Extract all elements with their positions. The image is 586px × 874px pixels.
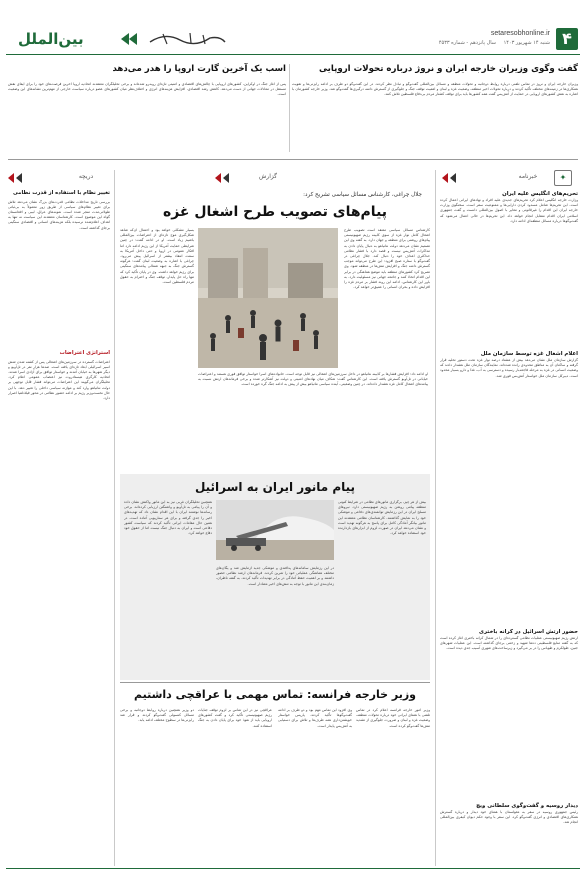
article-kicker: جلال چراغی، کارشناس مسائل سیاسی تشریح کرد:: [303, 192, 422, 198]
news-item-title: حضور ارتش اسرائیل در کرانه باختری: [479, 629, 578, 635]
article-photo: [198, 228, 338, 368]
news-item-body: وزارت خارجه انگلیس اعلام کرد تحریم‌های جدیدی علیه افراد و نهادهای ایرانی اعمال کرده است. این تحریم‌ها شامل مسدود کردن دارایی‌ها و ممنوعیت سفر است. سخنگوی وزارت خارجه ایران این اقدام را غیرقانونی و مغایر با اصول بین‌المللی دانست و گفت جمهوری اسلامی ایران اقدام متقابل انجام خواهد داد. این تحریم‌ها در حالی اعمال می‌شود که گفت‌وگوها درباره مسائل منطقه‌ای ادامه دارد.: [440, 198, 578, 223]
article-body-4: دو وزیر همچنین درباره روابط دوجانبه و برخی مسائل کنسولی گفت‌وگو کردند و قرار شد رایزنی‌ها در سطوح مختلف ادامه یابد.: [120, 708, 194, 723]
missile-article: [120, 474, 430, 680]
page-header: [0, 0, 586, 56]
top-right-article: [292, 62, 578, 154]
news-item-body: ارتش رژیم صهیونیستی عملیات نظامی گسترده‌ای را در شمال کرانه باختری آغاز کرده است که به گفته منابع فلسطینی ده‌ها شهید و زخمی برجای گذاشته است. این عملیات شهرهای جنین، طولکرم و طوباس را در بر می‌گیرد و زیرساخت‌های شهری آسیب جدی دیده است.: [440, 636, 578, 651]
news-item-body: بررسی تاریخ مداخلات نظامی قدرت‌های بزرگ نشان می‌دهد تلاش برای تغییر نظام‌های سیاسی از طریق زور معمولاً به بی‌ثباتی طولانی‌مدت منجر شده است. نمونه‌های عراق، لیبی و افغانستان گواه این موضوع است. کارشناسان معتقدند این سیاست نه تنها به اهداف اعلام‌شده نرسیده بلکه هزینه‌های انسانی و اقتصادی سنگینی برجای گذاشته است.: [8, 199, 110, 230]
article-body-bottom: او ادامه داد: افزایش فشارها بر کابینه نتانیاهو در داخل سرزمین‌های اشغالی نیز قابل توجه است. خانواده‌های اسرا خواستار توافق فوری هستند و اعتراضات خیابانی در تل‌آویو گسترش یافته است. این کارشناس گفت: شکاف میان نهادهای امنیتی و دولت نیز آشکارتر شده و برخی فرماندهان ارتش نسبت به پیامدهای اشغال کامل غزه هشدار داده‌اند. در چنین وضعیتی، آینده سیاسی نتانیاهو بیش از پیش به ادامه جنگ گره خورده است.: [198, 372, 428, 387]
article-body-2: وی افزود این تماس مهم بود و دو طرف بر ادامه گفت‌وگوها تأکید کردند. پاریس خواستار خویشتن‌داری همه طرف‌ها و تلاش برای دستیابی به آتش‌بس پایدار است.: [278, 708, 352, 728]
section-header: [440, 170, 578, 186]
section-header: [120, 170, 430, 186]
decorative-triangles-icon: [215, 173, 241, 183]
left-column: [8, 170, 110, 866]
site-url: setaresobhonline.ir: [490, 30, 550, 37]
article-body-right: بیش از هر چیز، برگزاری مانورهای نظامی در شرایط کنونی منطقه پیامی روشن به رژیم صهیونیستی دارد. نیروهای مسلح ایران در این رزمایش توانمندی‌های دفاعی و موشکی خود را به نمایش گذاشتند. کارشناسان نظامی معتقدند این مانور بیانگر آمادگی کامل برای پاسخ به هرگونه تهدید است و نشان می‌دهد ایران در صورت لزوم از ابزارهای بازدارنده خود استفاده خواهد کرد.: [338, 500, 426, 536]
page-number-badge: [556, 28, 578, 50]
article-title: وزیر خارجه فرانسه: تماس مهمی با عراقچی داشتیم: [133, 688, 417, 701]
article-body: پس از آغاز جنگ در اوکراین، کشورهای اروپایی با چالش‌های اقتصادی و امنیتی تازه‌ای روبه‌رو شده‌اند و برخی تحلیلگران معتقدند اتحادیه اروپا آخرین فرصت‌های خود را برای ایفای نقش مستقل در معادلات جهانی از دست می‌دهد. کاهش رشد اقتصادی، افزایش هزینه‌های انرژی و اختلاف‌نظر میان کشورهای عضو درباره سیاست خارجی از مهم‌ترین نشانه‌های این وضعیت است.: [8, 82, 286, 97]
decorative-triangles-icon: [8, 173, 34, 183]
page-number: ۴: [562, 29, 572, 48]
section-arrows-icon: [120, 33, 138, 45]
article-title: پیام مانور ایران به اسرائیل: [194, 480, 356, 494]
issue-line: سال پانزدهم - شماره ۴۵۳۳: [438, 40, 496, 46]
right-column: [440, 170, 578, 866]
article-body-3: عراقچی نیز در این تماس بر لزوم توقف جنایات رژیم صهیونیستی تأکید کرد و گفت کشورهای اروپایی باید از نفوذ خود برای پایان دادن به جنگ استفاده کنند.: [198, 708, 272, 728]
news-item-title: تغییر نظام با استفاده از قدرت نظامی: [13, 190, 110, 196]
decorative-triangles-icon: [442, 173, 468, 183]
main-article: [120, 170, 430, 472]
news-item-body: رئیس جمهوری روسیه در سفر به مغولستان با همتای خود دیدار و درباره گسترش همکاری‌های اقتصادی و انرژی گفت‌وگو کرد. این سفر با وجود حکم دیوان کیفری بین‌المللی انجام شد.: [440, 810, 578, 825]
date-line: شنبه ۱۴ شهریور ۱۴۰۳: [503, 40, 550, 46]
news-item-body: اعتراضات گسترده در سرزمین‌های اشغالی پس از کشته شدن شش اسیر اسرائیلی ابعاد تازه‌ای یافته است. صدها هزار نفر در تل‌آویو و دیگر شهرها به خیابان آمدند و خواستار توافق برای آزادی اسرا شدند. اتحادیه کارگری هیستادروت نیز اعتصاب عمومی اعلام کرد. تحلیلگران می‌گویند این اعتراضات می‌تواند فشار قابل توجهی بر دولت نتانیاهو وارد کند و موازنه سیاسی داخلی را تغییر دهد. با این حال نخست‌وزیر رژیم بر ادامه حضور نظامی در محور فیلادلفیا اصرار دارد.: [8, 359, 110, 400]
article-title: گفت وگوی وزیران خارجه ایران و نروژ درباره تحولات اروپایی: [318, 64, 578, 74]
article-title: اسب یک آخرین گارت اروپا را هدر می‌دهد: [112, 64, 286, 74]
article-body: وزیران خارجه ایران و نروژ در تماس تلفنی درباره روابط دوجانبه و تحولات منطقه و مسائل بین‌المللی گفت‌وگو و تبادل نظر کردند. در این گفت‌وگو دو طرف بر ادامه رایزنی‌ها و تقویت همکاری‌ها در زمینه‌های مختلف تأکید کردند و درباره تحولات اخیر منطقه، وضعیت غزه و لبنان و اهمیت توقف جنگ و جلوگیری از گسترش دامنه درگیری‌ها گفت‌وگو شد. وزیر خارجه کشورمان با اشاره به نقش کشورهای اروپایی در حمایت از آتش‌بس گفت همه کشورها باید برای توقف کشتار مردم بی‌دفاع فلسطین تلاش کنند.: [292, 82, 578, 97]
section-header: [8, 170, 110, 186]
section-title: بین‌الملل: [18, 30, 84, 48]
newspaper-logo: [145, 28, 230, 50]
article-body-mid: در این رزمایش سامانه‌های پدافندی و موشکی جدید آزمایش شد و یگان‌های مختلف هماهنگی عملیاتی خود را تمرین کردند. فرماندهان ارشد نظامی حضور داشتند و بر اهمیت حفظ آمادگی در برابر تهدیدات تأکید کردند. به گفته ناظران، زمان‌بندی این مانور با توجه به تنش‌های اخیر معنادار است.: [216, 566, 334, 586]
section-label: خبرنامه: [518, 173, 538, 180]
article-body-left: همچنین تحلیلگران غربی نیز به این مانور واکنش نشان داده و آن را پیامی به تل‌آویو و واشنگتن ارزیابی کرده‌اند. برخی رسانه‌ها نوشتند ایران با این اقدام نشان داد که تهدیدهای اخیر را جدی گرفته و برای هر سناریویی آماده است. در همین حال مقامات ایرانی تأکید کردند که سیاست کشور دفاعی است و ایران به دنبال جنگ نیست اما از حقوق خود دفاع خواهد کرد.: [124, 500, 212, 536]
section-logo-icon: ✦: [554, 170, 572, 186]
news-item-title: دیدار روسیه و گفت‌وگوی سلطانی ویچ: [476, 803, 578, 809]
bottom-article: [120, 686, 430, 866]
news-item-title: استراتژی اعتراضات: [59, 350, 110, 356]
news-item-title: تحریم‌های انگلیس علیه ایران: [502, 191, 578, 197]
article-body-left: بسیار مشکلی خواهد بود و احتمال آن‌که شاهد شکل‌گیری موج تازه‌ای از اعتراضات بین‌المللی باشیم زیاد است. او در ادامه گفت: در چنین شرایطی حمایت آمریکا از این رژیم ادامه دارد اما افکار عمومی در اروپا و حتی داخل آمریکا به سمت انتقاد بیشتر از اسرائیل پیش می‌رود. چراغی با اشاره به وضعیت لبنان گفت: هرگونه گسترش جنگ به جبهه شمالی پیامدهای سنگینی برای رژیم خواهد داشت. وی در پایان تأکید کرد که تنها راه حل پایدار، توقف جنگ و احترام به حقوق مردم فلسطین است.: [120, 228, 194, 285]
news-item-title: اعلام اشغال غزه توسط سازمان ملل: [480, 351, 578, 357]
article-title: پیام‌های تصویب طرح اشغال غزه: [162, 204, 388, 220]
article-body-right: کارشناس مسائل سیاسی معتقد است تصویب طرح اشغال کامل نوار غزه از سوی کابینه رژیم صهیونیستی پیام‌های روشنی برای منطقه و جهان دارد. به گفته وی این تصمیم نشان می‌دهد دولت نتانیاهو به دنبال پایان دادن به مذاکرات آتش‌بس نیست و قصد دارد با فشار نظامی حداکثری اهداف خود را دنبال کند. جلال چراغی در گفت‌وگو با ستاره صبح افزود: این طرح می‌تواند موجب گسترش دامنه جنگ و افزایش تنش‌ها در منطقه شود. وی تصریح کرد کشورهای منطقه باید موضع هماهنگی در برابر این اقدام اتخاذ کنند و جامعه جهانی نیز مسئولیت دارد. به باور این کارشناس، ادامه این روند فشار بر مردم غزه را افزایش داده و بحران انسانی را عمیق‌تر خواهد کرد.: [344, 228, 430, 290]
section-label: گزارش: [258, 173, 278, 180]
news-item-body: گزارش سازمان ملل نشان می‌دهد بیش از هشتاد درصد نوار غزه تحت دستور تخلیه قرار گرفته و ساکنان آن به مناطق محدودی رانده شده‌اند. نمایندگان سازمان ملل هشدار دادند که وضعیت انسانی در غزه به مرحله فاجعه‌بار رسیده و دسترسی به آب، غذا و دارو بسیار محدود است. دبیرکل سازمان ملل خواستار آتش‌بس فوری شد.: [440, 358, 578, 378]
missile-photo: [216, 500, 334, 560]
top-left-article: [8, 62, 286, 154]
article-body-1: وزیر امور خارجه فرانسه اعلام کرد در تماس تلفنی با همتای ایرانی خود درباره تحولات منطقه، وضعیت غزه و لبنان و ضرورت جلوگیری از تشدید تنش‌ها گفت‌وگو کرده است.: [356, 708, 430, 728]
section-label: دریچه: [78, 173, 94, 180]
